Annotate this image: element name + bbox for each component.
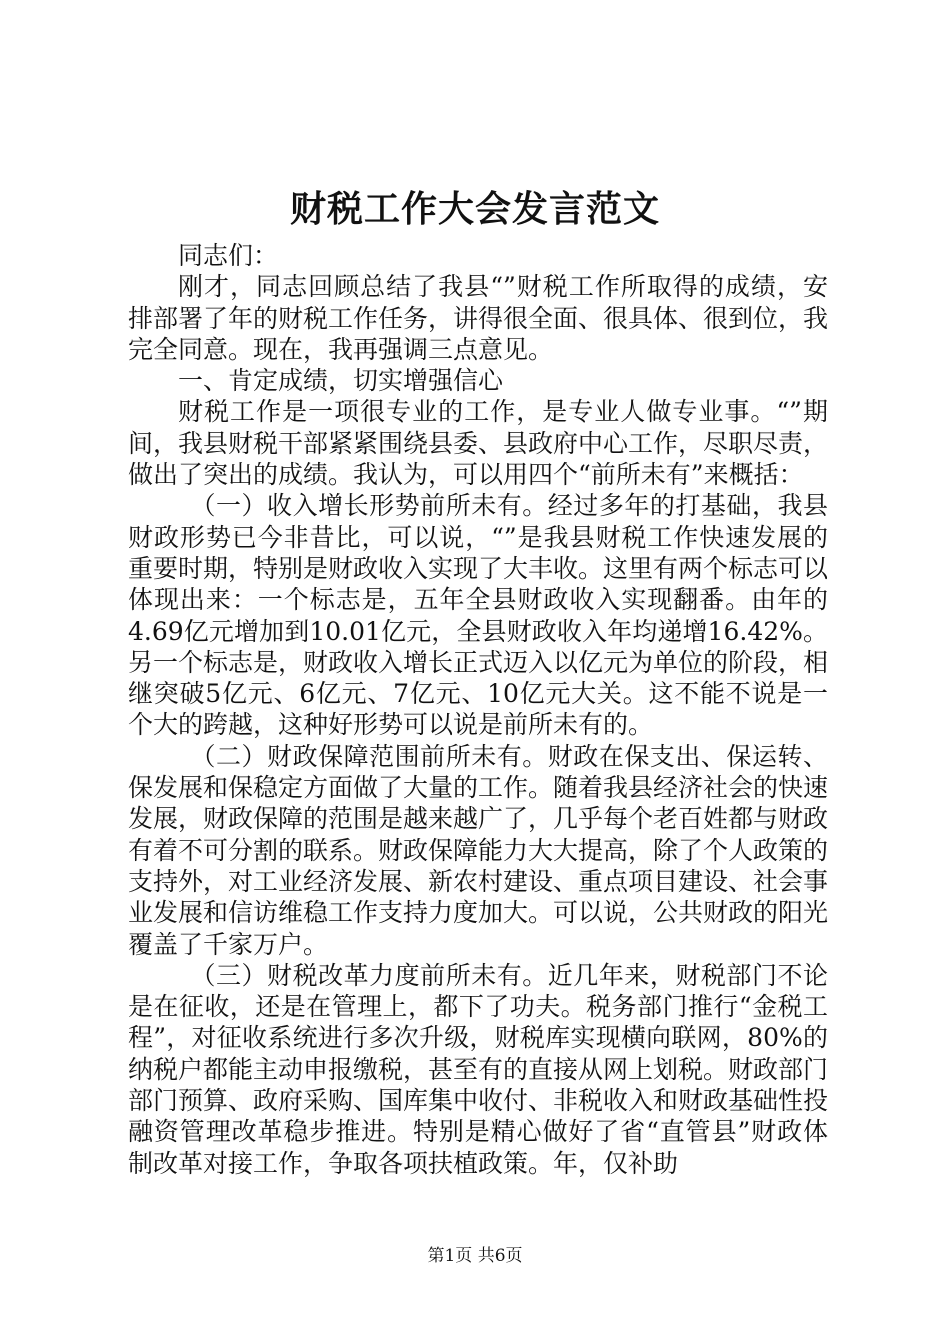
paragraph-point-1: （一）收入增长形势前所未有。经过多年的打基础，我县财政形势已今非昔比，可以说，“”是我县财税工作快速发展的重要时期，特别是财政收入实现了大丰收。这里有两个标志可以体现出来：一个标志是，五年全县财政收入实现翻番。由年的4.69亿元增加到10.01亿元，全县财政收入年均递增16.42%。另一个标志是，财政收入增长正式迈入以亿元为单位的阶段，相继突破5亿元、6亿元、7亿元、10亿元大关。这不能不说是一个大的跨越，这种好形势可以说是前所未有的。 [128,491,829,740]
section-heading-1: 一、肯定成绩，切实增强信心 [178,366,504,396]
paragraph-overview: 财税工作是一项很专业的工作，是专业人做专业事。“”期间，我县财税干部紧紧围绕县委、县政府中心工作，尽职尽责，做出了突出的成绩。我认为，可以用四个“前所未有”来概括： [128,397,829,490]
document-title: 财税工作大会发言范文 [289,188,660,230]
paragraph-intro: 刚才，同志回顾总结了我县“”财税工作所取得的成绩，安排部署了年的财税工作任务，讲得很全面、很具体、很到位，我完全同意。现在，我再强调三点意见。 [128,272,829,364]
paragraph-point-2: （二）财政保障范围前所未有。财政在保支出、保运转、保发展和保稳定方面做了大量的工作。随着我县经济社会的快速发展，财政保障的范围是越来越广了，几乎每个老百姓都与财政有着不可分割的联系。财政保障能力大大提高，除了个人政策的支持外，对工业经济发展、新农村建设、重点项目建设、社会事业发展和信访维稳工作支持力度加大。可以说，公共财政的阳光覆盖了千家万户。 [128,741,829,959]
page-footer: 第1页 共6页 [427,1246,523,1266]
paragraph-point-3: （三）财税改革力度前所未有。近几年来，财税部门不论是在征收，还是在管理上，都下了功夫。税务部门推行“金税工程”，对征收系统进行多次升级，财税库实现横向联网，80%的纳税户都能主动申报缴税，甚至有的直接从网上划税。财政部门部门预算、政府采购、国库集中收付、非税收入和财政基础性投融资管理改革稳步推进。特别是精心做好了省“直管县”财政体制改革对接工作，争取各项扶植政策。年，仅补助 [128,960,829,1178]
salutation: 同志们： [178,241,279,270]
document-body [128,240,828,1179]
